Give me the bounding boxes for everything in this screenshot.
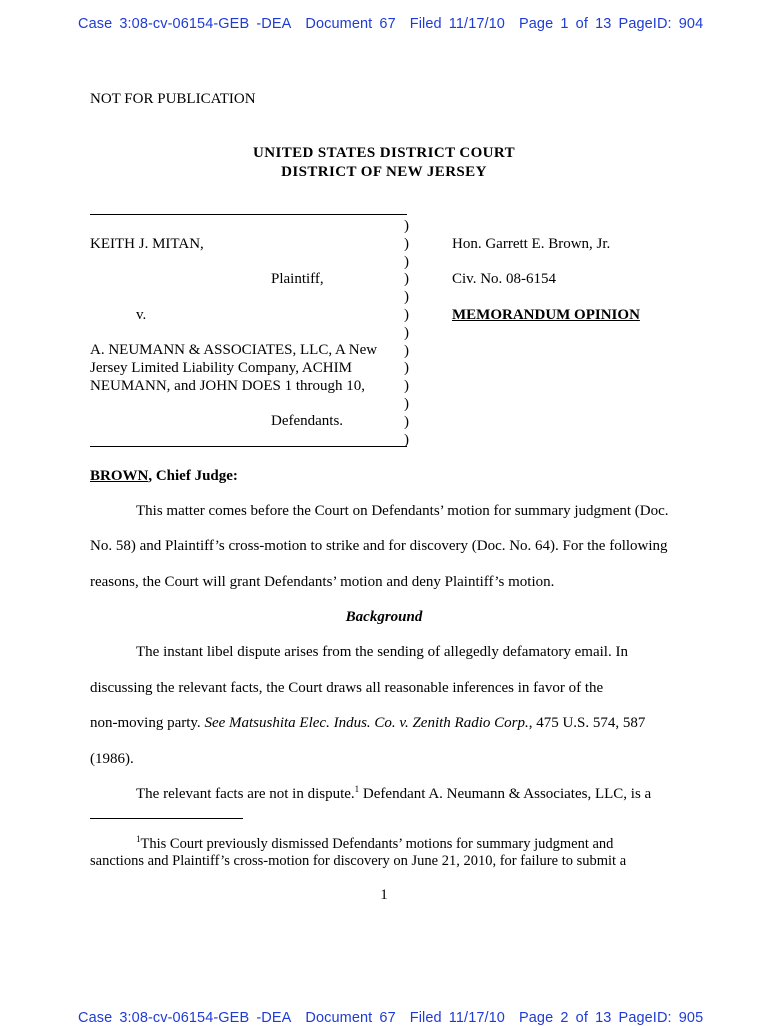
memorandum-title: MEMORANDUM OPINION <box>452 307 640 323</box>
paragraph-2-line-3: non-moving party. See Matsushita Elec. Indus. Co. v. Zenith Radio Corp., 475 U.S. 574, 587 <box>90 715 646 731</box>
paragraph-2-line-4: (1986). <box>90 751 134 767</box>
defendant-line-1: A. NEUMANN & ASSOCIATES, LLC, A New <box>90 342 378 358</box>
versus: v. <box>136 307 147 323</box>
filing-header <box>78 16 703 32</box>
caption-top-rule <box>90 214 407 215</box>
judge-title: , Chief Judge: <box>148 468 238 484</box>
case-citation: See Matsushita Elec. Indus. Co. v. Zenith Radio Corp. <box>204 715 529 731</box>
footnote-separator <box>90 818 243 819</box>
paragraph-1-line-2: No. 58) and Plaintiff’s cross-motion to strike and for discovery (Doc. No. 64). For the following <box>90 538 668 554</box>
paragraph-1-line-1: This matter comes before the Court on Defendants’ motion for summary judgment (Doc. <box>136 503 669 519</box>
judge-surname: BROWN <box>90 468 149 484</box>
paragraph-2-line-1: The instant libel dispute arises from the sending of allegedly defamatory email. In <box>136 644 628 660</box>
next-filed-date: Filed 11/17/10 <box>409 1010 505 1026</box>
defendant-line-3: NEUMANN, and JOHN DOES 1 through 10, <box>90 378 365 394</box>
filed-date: Filed 11/17/10 <box>409 16 505 32</box>
case-number: Case 3:08-cv-06154-GEB -DEA <box>78 16 292 32</box>
caption-paren-column: ) ) ) ) ) ) ) ) ) ) ) ) ) <box>404 218 409 448</box>
section-heading: Background <box>345 609 423 625</box>
document-number: Document 67 <box>305 16 396 32</box>
footnote-line-1: $^1$This Court previously dismissed Defendants’ motions for summary judgment and <box>136 834 614 852</box>
footnote-reference: 1 <box>354 784 360 794</box>
civil-number: Civ. No. 08-6154 <box>452 271 557 287</box>
plaintiff-label: Plaintiff, <box>271 271 324 287</box>
court-name: UNITED STATES DISTRICT COURT <box>253 145 515 161</box>
plaintiff-name: KEITH J. MITAN, <box>90 236 204 252</box>
footnote-line-2: sanctions and Plaintiff’s cross-motion for discovery on June 21, 2010, for failure to submit a <box>90 853 627 869</box>
court-district: DISTRICT OF NEW JERSEY <box>281 164 487 180</box>
next-document-number: Document 67 <box>305 1010 396 1026</box>
paragraph-1-line-3: reasons, the Court will grant Defendants’ motion and deny Plaintiff’s motion. <box>90 574 555 590</box>
next-page-id: Page 2 of 13 PageID: 905 <box>518 1010 704 1026</box>
paragraph-3-line-1: The relevant facts are not in dispute.$^1$ Defendant A. Neumann & Associates, LLC, is a <box>136 784 652 802</box>
caption-bottom-rule <box>90 446 407 447</box>
page-number: 1 <box>380 887 388 903</box>
byline <box>90 468 238 485</box>
not-for-publication: NOT FOR PUBLICATION <box>90 91 256 107</box>
page-id: Page 1 of 13 PageID: 904 <box>518 16 704 32</box>
next-case-number: Case 3:08-cv-06154-GEB -DEA <box>78 1010 292 1026</box>
paragraph-2-line-2: discussing the relevant facts, the Court draws all reasonable inferences in favor of the <box>90 680 604 696</box>
defendant-line-2: Jersey Limited Liability Company, ACHIM <box>90 360 352 376</box>
footnote-mark: 1 <box>136 834 141 845</box>
defendant-label: Defendants. <box>271 413 344 429</box>
judge-name: Hon. Garrett E. Brown, Jr. <box>452 236 611 252</box>
